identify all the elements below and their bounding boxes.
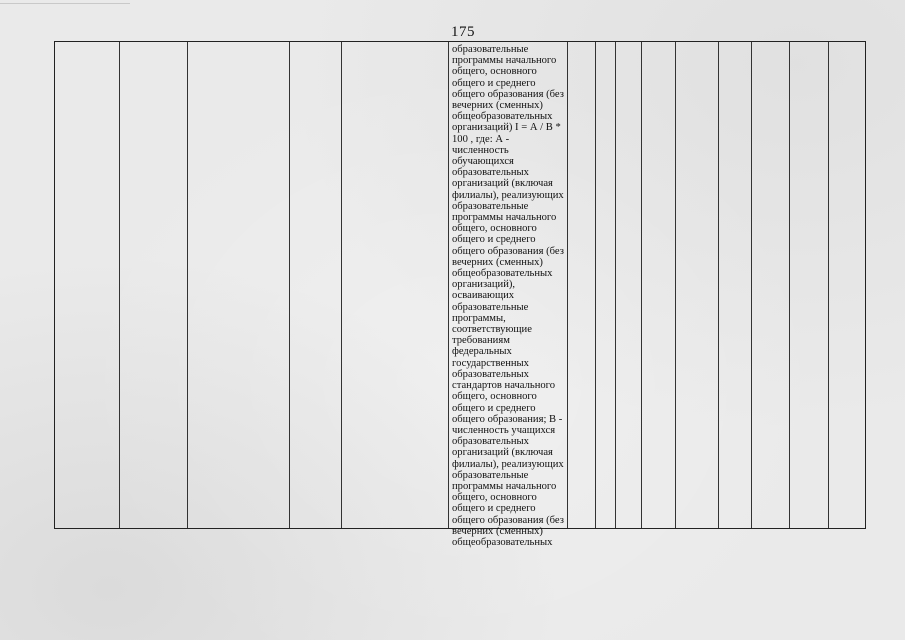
table-column-divider	[341, 42, 342, 528]
indicator-description-cell: образовательные программы начального общего, основного общего и среднего общего образования (без вечерних (сменных) общеобразовательных организаций) I = А / В * 100 , где: А - численность обучающихся образовательных организаций (включая филиалы), реализующих образовательные программы начального общего, основного общего и среднего общего образования (без вечерних (сменных) общеобразовательных организаций), осваивающих образовательные программы, соответствующие требованиям федеральных государственных образовательных стандартов начального общего, основного общего и среднего общего образования; В - численность учащихся образовательных организаций (включая филиалы), реализующих образовательные программы начального общего, основного общего и среднего общего образования (без вечерних (сменных) общеобразовательных	[452, 44, 564, 548]
table-column-divider	[119, 42, 120, 528]
table-column-divider	[828, 42, 829, 528]
table-column-divider	[718, 42, 719, 528]
table-column-divider	[448, 42, 449, 528]
page-number: 175	[451, 24, 475, 40]
table-column-divider	[789, 42, 790, 528]
table-column-divider	[567, 42, 568, 528]
table-column-divider	[187, 42, 188, 528]
table-column-divider	[615, 42, 616, 528]
table-column-divider	[751, 42, 752, 528]
table-column-divider	[595, 42, 596, 528]
table-column-divider	[675, 42, 676, 528]
document-table	[54, 41, 866, 548]
scan-edge-mark	[0, 3, 130, 4]
table-column-divider	[641, 42, 642, 528]
table-column-divider	[289, 42, 290, 528]
